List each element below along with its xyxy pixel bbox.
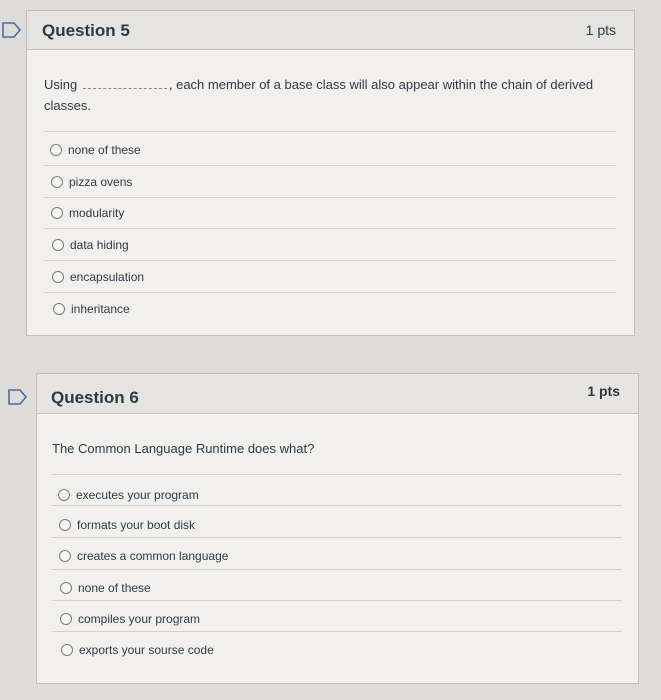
divider <box>44 260 616 261</box>
answer-label: modularity <box>69 206 125 220</box>
radio-button-icon[interactable] <box>58 489 70 501</box>
question-text-after: , each member of a base class will also appear within the chain of derived classes. <box>44 77 594 113</box>
answer-option[interactable] <box>59 549 228 563</box>
answer-option[interactable] <box>51 175 132 189</box>
answer-label: none of these <box>68 143 141 157</box>
question-card <box>36 373 639 684</box>
question-header <box>27 11 634 50</box>
answer-option[interactable] <box>51 206 124 220</box>
answer-option[interactable] <box>52 270 144 284</box>
answer-label: formats your boot disk <box>77 518 196 532</box>
answer-option[interactable] <box>60 581 151 595</box>
divider <box>52 569 622 570</box>
divider <box>44 292 616 293</box>
flag-question-icon[interactable] <box>8 389 28 405</box>
divider <box>52 505 622 506</box>
radio-button-icon[interactable] <box>59 550 71 562</box>
radio-button-icon[interactable] <box>52 239 64 251</box>
radio-button-icon[interactable] <box>60 582 72 594</box>
answer-label: compiles your program <box>78 612 201 626</box>
flag-question-icon[interactable] <box>2 22 22 38</box>
divider <box>52 600 622 601</box>
question-card <box>26 10 635 336</box>
answer-label: exports your sourse code <box>79 643 214 657</box>
answer-option[interactable] <box>52 238 129 252</box>
radio-button-icon[interactable] <box>51 207 63 219</box>
question-text <box>44 74 604 116</box>
divider <box>44 197 616 198</box>
radio-button-icon[interactable] <box>51 176 63 188</box>
answer-option[interactable] <box>60 612 200 626</box>
answer-label: encapsulation <box>70 270 145 284</box>
divider <box>44 165 616 166</box>
answer-option[interactable] <box>61 643 214 657</box>
answer-option[interactable] <box>58 488 199 502</box>
question-text: The Common Language Runtime does what? <box>52 441 315 456</box>
radio-button-icon[interactable] <box>52 271 64 283</box>
fill-in-blank <box>83 78 167 89</box>
answer-label: inheritance <box>71 302 130 316</box>
answer-option[interactable] <box>59 518 195 532</box>
radio-button-icon[interactable] <box>60 613 72 625</box>
radio-button-icon[interactable] <box>61 644 73 656</box>
question-points: 1 pts <box>587 383 620 399</box>
radio-button-icon[interactable] <box>53 303 65 315</box>
answer-option[interactable] <box>50 143 141 157</box>
divider <box>52 537 622 538</box>
question-points: 1 pts <box>585 22 616 38</box>
divider <box>44 131 616 132</box>
answer-option[interactable] <box>53 302 130 316</box>
question-text-before: Using <box>44 77 78 92</box>
radio-button-icon[interactable] <box>50 144 62 156</box>
divider <box>52 631 622 632</box>
question-header <box>37 374 638 414</box>
answer-label: none of these <box>78 581 151 595</box>
radio-button-icon[interactable] <box>59 519 71 531</box>
answer-label: creates a common language <box>77 549 229 563</box>
divider <box>52 474 622 475</box>
answer-label: pizza ovens <box>69 175 133 189</box>
question-title: Question 6 <box>51 388 139 407</box>
answer-label: data hiding <box>70 238 129 252</box>
divider <box>44 228 616 229</box>
answer-label: executes your program <box>76 488 199 502</box>
question-title: Question 5 <box>42 21 130 40</box>
